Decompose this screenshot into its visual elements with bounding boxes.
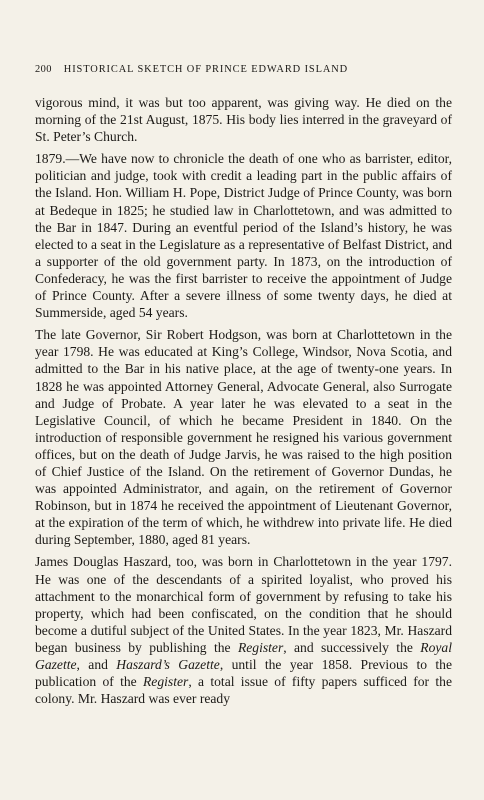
haszards-gazette-title: Haszard’s Gazette: [116, 657, 220, 672]
paragraph-james-haszard: [35, 553, 452, 707]
running-title: HISTORICAL SKETCH OF PRINCE EDWARD ISLAND: [63, 64, 349, 75]
register-title: Register: [237, 639, 284, 655]
haszard-text-1: James Douglas Haszard, too, was born in Charlottetown in the year 1797. He was one of the descendants of a spirited loyalist, who proved his attachment to the monarchical form of government by refusing to take his property, which had been confiscated, on the condition that he should become a dutiful subject of the United States. In the year 1823, Mr. Haszard began business by publishing the: [35, 554, 452, 655]
haszard-text-2: , and successively the: [283, 639, 421, 655]
page-body: [35, 94, 452, 712]
paragraph-robert-hodgson: The late Governor, Sir Robert Hodgson, was born at Charlottetown in the year 1798. He was educated at King’s College, Windsor, Nova Scotia, and admitted to the Bar in his native place, at the age of twenty-one years. In 1828 he was appointed Attorney General, Advocate General, also Surrogate and Judge of Probate. A year later he was elevated to a seat in the Legislative Council, of which he became President in 1840. On the introduction of responsible government he resigned his various government offices, but on the death of Judge Jarvis, he was raised to the high position of Chief Justice of the Island. On the retirement of Governor Dundas, he was appointed Administrator, and again, on the retirement of Governor Robinson, but in 1874 he received the appointment of Lieutenant Governor, at the expiration of the term of which, he withdrew into private life. He died during September, 1880, aged 81 years.: [35, 327, 452, 548]
haszard-text-5: , a total issue of fifty papers sufficed for the colony. Mr. Haszard was ever ready: [35, 674, 452, 707]
paragraph-pope-death-end: vigorous mind, it was but too apparent, was giving way. He died on the morning of the 21st August, 1875. His body lies interred in the graveyard of St. Peter’s Church.: [35, 95, 452, 145]
haszard-text-4: , until the year 1858. Previous to the publication of the: [35, 657, 452, 690]
register-title-2: Register: [143, 674, 189, 690]
haszard-text-3: , and: [76, 657, 117, 672]
page-number: 200: [35, 64, 52, 75]
paragraph-william-pope: 1879.—We have now to chronicle the death of one who as barrister, editor, politician and judge, took with credit a leading part in the public affairs of the Island. Hon. William H. Pope, District Judge of Prince County, was born at Bedeque in 1825; he studied law in Charlottetown, and was admitted to the Bar in 1847. During an eventful period of the Island’s history, he was elected to a seat in the Legislature as a representative of Belfast District, and a supporter of the old government party. In 1873, on the introduction of Confederacy, he was the first barrister to receive the appointment of Judge of Prince County. After a severe illness of some twenty days, he died at Summerside, aged 54 years.: [35, 151, 452, 321]
running-header: [35, 64, 455, 82]
royal-gazette-title: Royal Gazette: [35, 639, 452, 672]
